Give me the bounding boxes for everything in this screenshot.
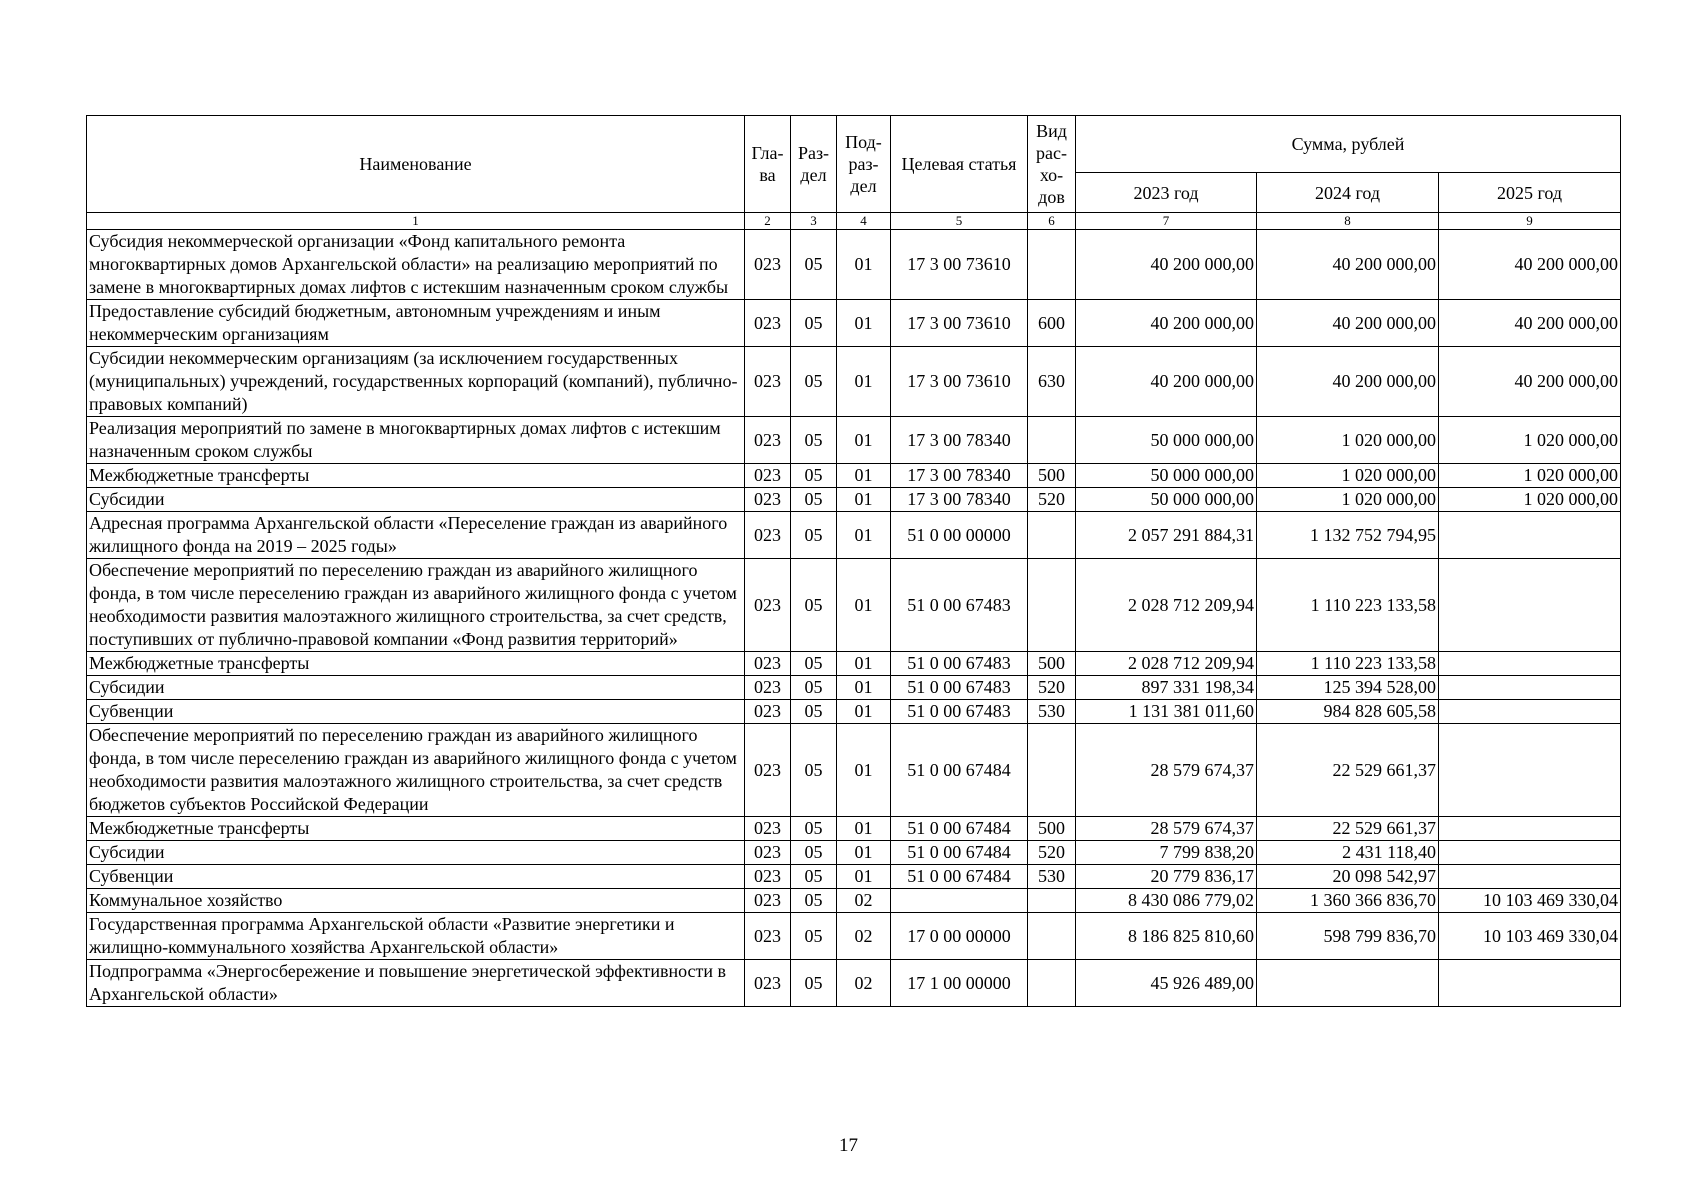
celevaya-statya-cell: 17 3 00 73610 — [891, 347, 1028, 417]
vid-rashodov-cell — [1028, 417, 1076, 464]
sum-2025-cell — [1439, 559, 1621, 652]
glava-cell: 023 — [745, 230, 791, 300]
sum-2024-cell: 984 828 605,58 — [1257, 700, 1439, 724]
sum-2023-cell: 1 131 381 011,60 — [1076, 700, 1257, 724]
table-row — [87, 417, 1621, 464]
vid-rashodov-cell: 500 — [1028, 817, 1076, 841]
table-row — [87, 488, 1621, 512]
glava-cell: 023 — [745, 700, 791, 724]
podrazdel-cell: 01 — [837, 700, 891, 724]
razdel-cell: 05 — [791, 889, 837, 913]
sum-2025-cell — [1439, 512, 1621, 559]
column-number-cell: 1 — [87, 213, 745, 230]
celevaya-statya-cell: 51 0 00 67483 — [891, 700, 1028, 724]
razdel-cell: 05 — [791, 865, 837, 889]
podrazdel-cell: 01 — [837, 464, 891, 488]
sum-2025-cell — [1439, 841, 1621, 865]
table-row — [87, 652, 1621, 676]
razdel-cell: 05 — [791, 230, 837, 300]
table-row — [87, 960, 1621, 1007]
celevaya-statya-cell: 51 0 00 67483 — [891, 559, 1028, 652]
name-cell: Адресная программа Архангельской области «Переселение граждан из аварийного жилищного фонда на 2019 – 2025 годы» — [87, 512, 745, 559]
page-number: 17 — [839, 1135, 858, 1156]
sum-2025-cell: 40 200 000,00 — [1439, 300, 1621, 347]
column-number-cell: 4 — [837, 213, 891, 230]
sum-2025-cell — [1439, 724, 1621, 817]
sum-2025-cell: 1 020 000,00 — [1439, 464, 1621, 488]
podrazdel-cell: 01 — [837, 488, 891, 512]
razdel-cell: 05 — [791, 676, 837, 700]
celevaya-statya-cell: 17 3 00 78340 — [891, 488, 1028, 512]
name-cell: Межбюджетные трансферты — [87, 817, 745, 841]
vid-rashodov-cell: 520 — [1028, 488, 1076, 512]
vid-rashodov-cell — [1028, 960, 1076, 1007]
sum-2025-cell: 40 200 000,00 — [1439, 230, 1621, 300]
glava-cell: 023 — [745, 960, 791, 1007]
sum-2025-cell: 1 020 000,00 — [1439, 488, 1621, 512]
name-cell: Предоставление субсидий бюджетным, автономным учреждениям и иным некоммерческим организациям — [87, 300, 745, 347]
glava-cell: 023 — [745, 464, 791, 488]
sum-2024-cell: 1 020 000,00 — [1257, 464, 1439, 488]
vid-rashodov-cell — [1028, 889, 1076, 913]
sum-2023-cell: 28 579 674,37 — [1076, 817, 1257, 841]
podrazdel-cell: 01 — [837, 417, 891, 464]
razdel-cell: 05 — [791, 960, 837, 1007]
vid-rashodov-cell — [1028, 512, 1076, 559]
glava-cell: 023 — [745, 889, 791, 913]
column-number-row — [87, 213, 1621, 230]
table-row — [87, 464, 1621, 488]
glava-cell: 023 — [745, 417, 791, 464]
sum-2024-cell: 40 200 000,00 — [1257, 230, 1439, 300]
table-row — [87, 841, 1621, 865]
razdel-cell: 05 — [791, 300, 837, 347]
sum-2024-cell: 22 529 661,37 — [1257, 817, 1439, 841]
sum-2024-cell: 598 799 836,70 — [1257, 913, 1439, 960]
razdel-cell: 05 — [791, 464, 837, 488]
celevaya-statya-cell: 51 0 00 67484 — [891, 817, 1028, 841]
name-cell: Субвенции — [87, 700, 745, 724]
sum-2024-cell: 125 394 528,00 — [1257, 676, 1439, 700]
celevaya-statya-cell: 51 0 00 00000 — [891, 512, 1028, 559]
header-celevaya-statya: Целевая статья — [891, 116, 1028, 213]
celevaya-statya-cell: 51 0 00 67484 — [891, 841, 1028, 865]
razdel-cell: 05 — [791, 700, 837, 724]
glava-cell: 023 — [745, 559, 791, 652]
sum-2023-cell: 45 926 489,00 — [1076, 960, 1257, 1007]
header-year-2025: 2025 год — [1439, 173, 1621, 213]
razdel-cell: 05 — [791, 841, 837, 865]
table-row — [87, 230, 1621, 300]
vid-rashodov-cell: 530 — [1028, 865, 1076, 889]
celevaya-statya-cell: 17 1 00 00000 — [891, 960, 1028, 1007]
name-cell: Межбюджетные трансферты — [87, 464, 745, 488]
header-vid-rashodov: Вид рас-хо-дов — [1028, 116, 1076, 213]
celevaya-statya-cell — [891, 889, 1028, 913]
sum-2023-cell: 40 200 000,00 — [1076, 347, 1257, 417]
sum-2024-cell: 1 110 223 133,58 — [1257, 652, 1439, 676]
glava-cell: 023 — [745, 512, 791, 559]
table-row — [87, 889, 1621, 913]
sum-2023-cell: 20 779 836,17 — [1076, 865, 1257, 889]
podrazdel-cell: 01 — [837, 652, 891, 676]
sum-2023-cell: 2 028 712 209,94 — [1076, 559, 1257, 652]
vid-rashodov-cell — [1028, 230, 1076, 300]
name-cell: Обеспечение мероприятий по переселению граждан из аварийного жилищного фонда, в том числе переселению граждан из аварийного жилищного фонда с учетом необходимости развития малоэтажного жилищного строительства, за счет средств, поступивших от публично-правовой компании «Фонд развития территорий» — [87, 559, 745, 652]
vid-rashodov-cell: 530 — [1028, 700, 1076, 724]
vid-rashodov-cell: 500 — [1028, 464, 1076, 488]
name-cell: Субсидии — [87, 841, 745, 865]
podrazdel-cell: 02 — [837, 913, 891, 960]
podrazdel-cell: 01 — [837, 512, 891, 559]
podrazdel-cell: 01 — [837, 230, 891, 300]
column-number-cell: 7 — [1076, 213, 1257, 230]
sum-2024-cell — [1257, 960, 1439, 1007]
header-glava: Гла-ва — [745, 116, 791, 213]
table-row — [87, 700, 1621, 724]
sum-2024-cell: 20 098 542,97 — [1257, 865, 1439, 889]
name-cell: Подпрограмма «Энергосбережение и повышение энергетической эффективности в Архангельской области» — [87, 960, 745, 1007]
table-row — [87, 865, 1621, 889]
sum-2025-cell — [1439, 676, 1621, 700]
sum-2024-cell: 1 020 000,00 — [1257, 488, 1439, 512]
sum-2024-cell: 1 020 000,00 — [1257, 417, 1439, 464]
vid-rashodov-cell — [1028, 913, 1076, 960]
razdel-cell: 05 — [791, 512, 837, 559]
sum-2024-cell: 1 360 366 836,70 — [1257, 889, 1439, 913]
header-podrazdel: Под-раз-дел — [837, 116, 891, 213]
celevaya-statya-cell: 17 3 00 78340 — [891, 417, 1028, 464]
celevaya-statya-cell: 51 0 00 67484 — [891, 724, 1028, 817]
table-row — [87, 676, 1621, 700]
vid-rashodov-cell — [1028, 724, 1076, 817]
razdel-cell: 05 — [791, 417, 837, 464]
sum-2025-cell — [1439, 700, 1621, 724]
vid-rashodov-cell: 520 — [1028, 676, 1076, 700]
sum-2024-cell: 22 529 661,37 — [1257, 724, 1439, 817]
sum-2023-cell: 7 799 838,20 — [1076, 841, 1257, 865]
sum-2025-cell — [1439, 817, 1621, 841]
podrazdel-cell: 01 — [837, 865, 891, 889]
sum-2023-cell: 50 000 000,00 — [1076, 488, 1257, 512]
name-cell: Межбюджетные трансферты — [87, 652, 745, 676]
glava-cell: 023 — [745, 652, 791, 676]
header-razdel: Раз-дел — [791, 116, 837, 213]
table-row — [87, 512, 1621, 559]
sum-2023-cell: 2 057 291 884,31 — [1076, 512, 1257, 559]
sum-2023-cell: 50 000 000,00 — [1076, 464, 1257, 488]
sum-2023-cell: 50 000 000,00 — [1076, 417, 1257, 464]
table-row — [87, 817, 1621, 841]
sum-2023-cell: 28 579 674,37 — [1076, 724, 1257, 817]
name-cell: Субсидия некоммерческой организации «Фонд капитального ремонта многоквартирных домов Архангельской области» на реализацию мероприятий по замене в многоквартирных домах лифтов с истекшим назначенным сроком службы — [87, 230, 745, 300]
podrazdel-cell: 02 — [837, 960, 891, 1007]
name-cell: Обеспечение мероприятий по переселению граждан из аварийного жилищного фонда, в том числе переселению граждан из аварийного жилищного фонда с учетом необходимости развития малоэтажного жилищного строительства, за счет средств бюджетов субъектов Российской Федерации — [87, 724, 745, 817]
column-number-cell: 9 — [1439, 213, 1621, 230]
table-row — [87, 347, 1621, 417]
glava-cell: 023 — [745, 817, 791, 841]
glava-cell: 023 — [745, 300, 791, 347]
razdel-cell: 05 — [791, 724, 837, 817]
glava-cell: 023 — [745, 724, 791, 817]
table-row — [87, 913, 1621, 960]
sum-2025-cell: 10 103 469 330,04 — [1439, 889, 1621, 913]
celevaya-statya-cell: 51 0 00 67483 — [891, 676, 1028, 700]
name-cell: Государственная программа Архангельской области «Развитие энергетики и жилищно-коммунального хозяйства Архангельской области» — [87, 913, 745, 960]
sum-2025-cell — [1439, 960, 1621, 1007]
podrazdel-cell: 01 — [837, 300, 891, 347]
vid-rashodov-cell: 630 — [1028, 347, 1076, 417]
podrazdel-cell: 01 — [837, 841, 891, 865]
celevaya-statya-cell: 17 3 00 73610 — [891, 230, 1028, 300]
podrazdel-cell: 02 — [837, 889, 891, 913]
vid-rashodov-cell: 600 — [1028, 300, 1076, 347]
name-cell: Коммунальное хозяйство — [87, 889, 745, 913]
sum-2023-cell: 2 028 712 209,94 — [1076, 652, 1257, 676]
glava-cell: 023 — [745, 841, 791, 865]
sum-2024-cell: 1 110 223 133,58 — [1257, 559, 1439, 652]
table-row — [87, 559, 1621, 652]
celevaya-statya-cell: 17 3 00 73610 — [891, 300, 1028, 347]
column-number-cell: 8 — [1257, 213, 1439, 230]
header-summa: Сумма, рублей — [1076, 116, 1621, 173]
header-year-2024: 2024 год — [1257, 173, 1439, 213]
sum-2023-cell: 8 186 825 810,60 — [1076, 913, 1257, 960]
podrazdel-cell: 01 — [837, 559, 891, 652]
sum-2025-cell — [1439, 865, 1621, 889]
glava-cell: 023 — [745, 913, 791, 960]
glava-cell: 023 — [745, 676, 791, 700]
header-name: Наименование — [87, 116, 745, 213]
razdel-cell: 05 — [791, 652, 837, 676]
glava-cell: 023 — [745, 347, 791, 417]
name-cell: Субвенции — [87, 865, 745, 889]
razdel-cell: 05 — [791, 913, 837, 960]
sum-2024-cell: 40 200 000,00 — [1257, 347, 1439, 417]
column-number-cell: 5 — [891, 213, 1028, 230]
sum-2025-cell: 10 103 469 330,04 — [1439, 913, 1621, 960]
sum-2025-cell: 1 020 000,00 — [1439, 417, 1621, 464]
column-number-cell: 6 — [1028, 213, 1076, 230]
razdel-cell: 05 — [791, 347, 837, 417]
vid-rashodov-cell: 520 — [1028, 841, 1076, 865]
name-cell: Реализация мероприятий по замене в многоквартирных домах лифтов с истекшим назначенным сроком службы — [87, 417, 745, 464]
sum-2025-cell — [1439, 652, 1621, 676]
vid-rashodov-cell: 500 — [1028, 652, 1076, 676]
name-cell: Субсидии — [87, 676, 745, 700]
sum-2024-cell: 40 200 000,00 — [1257, 300, 1439, 347]
name-cell: Субсидии — [87, 488, 745, 512]
sum-2025-cell: 40 200 000,00 — [1439, 347, 1621, 417]
celevaya-statya-cell: 51 0 00 67484 — [891, 865, 1028, 889]
sum-2024-cell: 1 132 752 794,95 — [1257, 512, 1439, 559]
podrazdel-cell: 01 — [837, 347, 891, 417]
razdel-cell: 05 — [791, 559, 837, 652]
razdel-cell: 05 — [791, 488, 837, 512]
podrazdel-cell: 01 — [837, 676, 891, 700]
vid-rashodov-cell — [1028, 559, 1076, 652]
budget-table — [86, 115, 1621, 1007]
sum-2023-cell: 40 200 000,00 — [1076, 230, 1257, 300]
table-row — [87, 724, 1621, 817]
glava-cell: 023 — [745, 488, 791, 512]
celevaya-statya-cell: 51 0 00 67483 — [891, 652, 1028, 676]
celevaya-statya-cell: 17 3 00 78340 — [891, 464, 1028, 488]
header-year-2023: 2023 год — [1076, 173, 1257, 213]
celevaya-statya-cell: 17 0 00 00000 — [891, 913, 1028, 960]
table-body — [87, 230, 1621, 1007]
glava-cell: 023 — [745, 865, 791, 889]
razdel-cell: 05 — [791, 817, 837, 841]
table-row — [87, 300, 1621, 347]
name-cell: Субсидии некоммерческим организациям (за исключением государственных (муниципальных) учреждений, государственных корпораций (компаний), публично-правовых компаний) — [87, 347, 745, 417]
podrazdel-cell: 01 — [837, 817, 891, 841]
podrazdel-cell: 01 — [837, 724, 891, 817]
column-number-cell: 2 — [745, 213, 791, 230]
sum-2023-cell: 40 200 000,00 — [1076, 300, 1257, 347]
sum-2023-cell: 8 430 086 779,02 — [1076, 889, 1257, 913]
column-number-cell: 3 — [791, 213, 837, 230]
sum-2023-cell: 897 331 198,34 — [1076, 676, 1257, 700]
sum-2024-cell: 2 431 118,40 — [1257, 841, 1439, 865]
